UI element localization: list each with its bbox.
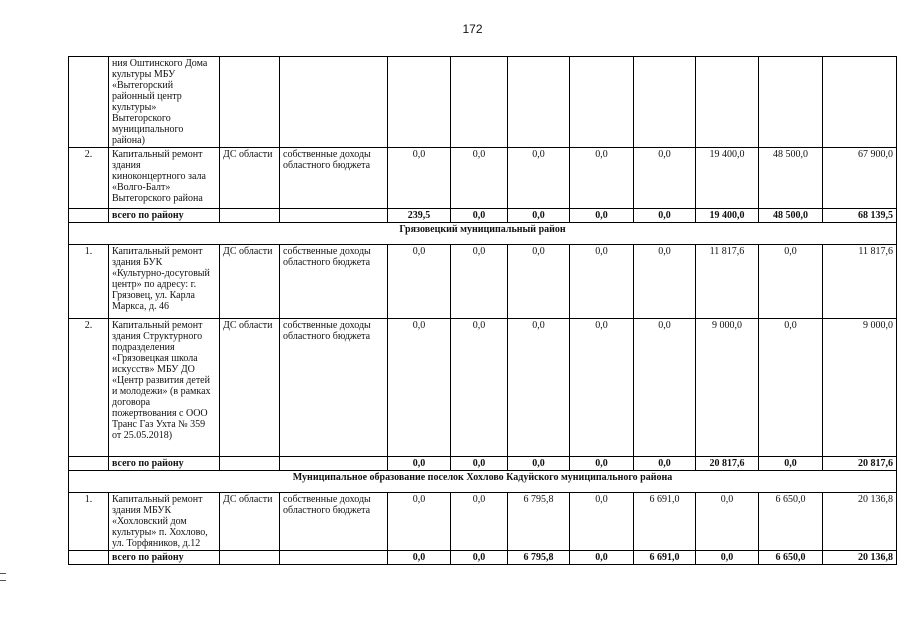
budget-table (68, 56, 897, 565)
value-cell (508, 57, 570, 148)
value-cell: 0,0 (451, 457, 508, 471)
value-cell: 20 136,8 (823, 551, 897, 565)
value-cell: 0,0 (508, 319, 570, 457)
value-cell: 0,0 (451, 209, 508, 223)
source-cell: ДС области (220, 148, 280, 209)
value-cell: 67 900,0 (823, 148, 897, 209)
value-cell: 0,0 (508, 209, 570, 223)
total-row (69, 551, 897, 565)
value-cell: 0,0 (388, 493, 451, 551)
object-name-cell: Капитальный ремонт здания МБУК «Хохловский дом культуры» п. Хохлово, ул. Торфяников, д.12 (109, 493, 220, 551)
table-row (69, 319, 897, 457)
source-cell: ДС области (220, 319, 280, 457)
value-cell: 0,0 (696, 551, 759, 565)
section-title: Грязовецкий муниципальный район (69, 223, 897, 245)
total-row (69, 209, 897, 223)
value-cell: 0,0 (759, 319, 823, 457)
value-cell: 68 139,5 (823, 209, 897, 223)
row-number-cell (69, 209, 109, 223)
value-cell: 0,0 (388, 457, 451, 471)
value-cell: 9 000,0 (823, 319, 897, 457)
total-label: всего по району (109, 457, 220, 471)
value-cell: 0,0 (508, 148, 570, 209)
funding-cell: собственные доходы областного бюджета (280, 319, 388, 457)
value-cell: 0,0 (570, 457, 634, 471)
row-number-cell (69, 457, 109, 471)
funding-cell (280, 209, 388, 223)
value-cell: 6 650,0 (759, 493, 823, 551)
row-number-cell: 1. (69, 245, 109, 319)
value-cell: 0,0 (570, 209, 634, 223)
value-cell: 0,0 (570, 551, 634, 565)
source-cell (220, 209, 280, 223)
value-cell: 0,0 (570, 319, 634, 457)
funding-cell: собственные доходы областного бюджета (280, 245, 388, 319)
table-row (69, 57, 897, 148)
total-row (69, 457, 897, 471)
value-cell: 6 691,0 (634, 493, 696, 551)
value-cell: 0,0 (570, 493, 634, 551)
funding-cell (280, 551, 388, 565)
edge-mark (0, 573, 6, 574)
value-cell: 0,0 (451, 493, 508, 551)
object-name-cell: Капитальный ремонт здания киноконцертного зала «Волго-Балт» Вытегорского района (109, 148, 220, 209)
section-header-row (69, 223, 897, 245)
value-cell: 0,0 (634, 319, 696, 457)
object-name-cell: Капитальный ремонт здания Структурного подразделения «Грязовецкая школа искусств» МБУ ДО «Центр развития детей и молодежи» (в рамках договора пожертвования с ООО Транс Газ Ухта № 359 от 25.05.2018) (109, 319, 220, 457)
value-cell: 0,0 (570, 245, 634, 319)
source-cell: ДС области (220, 245, 280, 319)
source-cell: ДС области (220, 493, 280, 551)
table-row (69, 493, 897, 551)
value-cell: 239,5 (388, 209, 451, 223)
value-cell (451, 57, 508, 148)
source-cell (220, 457, 280, 471)
value-cell: 11 817,6 (696, 245, 759, 319)
value-cell: 20 136,8 (823, 493, 897, 551)
value-cell: 0,0 (508, 457, 570, 471)
value-cell: 6 795,8 (508, 551, 570, 565)
table-row (69, 148, 897, 209)
value-cell (823, 57, 897, 148)
value-cell: 0,0 (451, 319, 508, 457)
value-cell (759, 57, 823, 148)
value-cell (696, 57, 759, 148)
value-cell: 0,0 (634, 148, 696, 209)
value-cell: 0,0 (388, 551, 451, 565)
edge-mark (0, 580, 6, 581)
value-cell: 20 817,6 (823, 457, 897, 471)
value-cell (634, 57, 696, 148)
page-number: 172 (462, 22, 483, 36)
row-number-cell (69, 551, 109, 565)
section-title: Муниципальное образование поселок Хохлово Кадуйского муниципального района (69, 471, 897, 493)
value-cell: 19 400,0 (696, 148, 759, 209)
value-cell: 19 400,0 (696, 209, 759, 223)
value-cell: 0,0 (388, 245, 451, 319)
value-cell: 6 650,0 (759, 551, 823, 565)
funding-cell (280, 57, 388, 148)
value-cell: 0,0 (634, 209, 696, 223)
total-label: всего по району (109, 209, 220, 223)
object-name-cell: ния Оштинского Дома культуры МБУ «Вытегорский районный центр культуры» Вытегорского муниципального района) (109, 57, 220, 148)
funding-cell: собственные доходы областного бюджета (280, 148, 388, 209)
funding-cell: собственные доходы областного бюджета (280, 493, 388, 551)
value-cell: 11 817,6 (823, 245, 897, 319)
value-cell: 48 500,0 (759, 209, 823, 223)
value-cell: 0,0 (451, 148, 508, 209)
value-cell: 0,0 (451, 245, 508, 319)
value-cell (570, 57, 634, 148)
value-cell: 0,0 (696, 493, 759, 551)
table-row (69, 245, 897, 319)
row-number-cell: 1. (69, 493, 109, 551)
value-cell: 6 691,0 (634, 551, 696, 565)
value-cell: 9 000,0 (696, 319, 759, 457)
source-cell (220, 551, 280, 565)
value-cell: 20 817,6 (696, 457, 759, 471)
value-cell: 0,0 (759, 245, 823, 319)
value-cell (388, 57, 451, 148)
source-cell (220, 57, 280, 148)
funding-cell (280, 457, 388, 471)
row-number-cell: 2. (69, 148, 109, 209)
value-cell: 0,0 (388, 319, 451, 457)
value-cell: 0,0 (451, 551, 508, 565)
value-cell: 48 500,0 (759, 148, 823, 209)
object-name-cell: Капитальный ремонт здания БУК «Культурно-досуговый центр» по адресу: г. Грязовец, ул. Карла Маркса, д. 46 (109, 245, 220, 319)
value-cell: 0,0 (508, 245, 570, 319)
value-cell: 0,0 (634, 457, 696, 471)
value-cell: 6 795,8 (508, 493, 570, 551)
value-cell: 0,0 (759, 457, 823, 471)
row-number-cell: 2. (69, 319, 109, 457)
value-cell: 0,0 (570, 148, 634, 209)
section-header-row (69, 471, 897, 493)
value-cell: 0,0 (388, 148, 451, 209)
value-cell: 0,0 (634, 245, 696, 319)
row-number-cell (69, 57, 109, 148)
total-label: всего по району (109, 551, 220, 565)
